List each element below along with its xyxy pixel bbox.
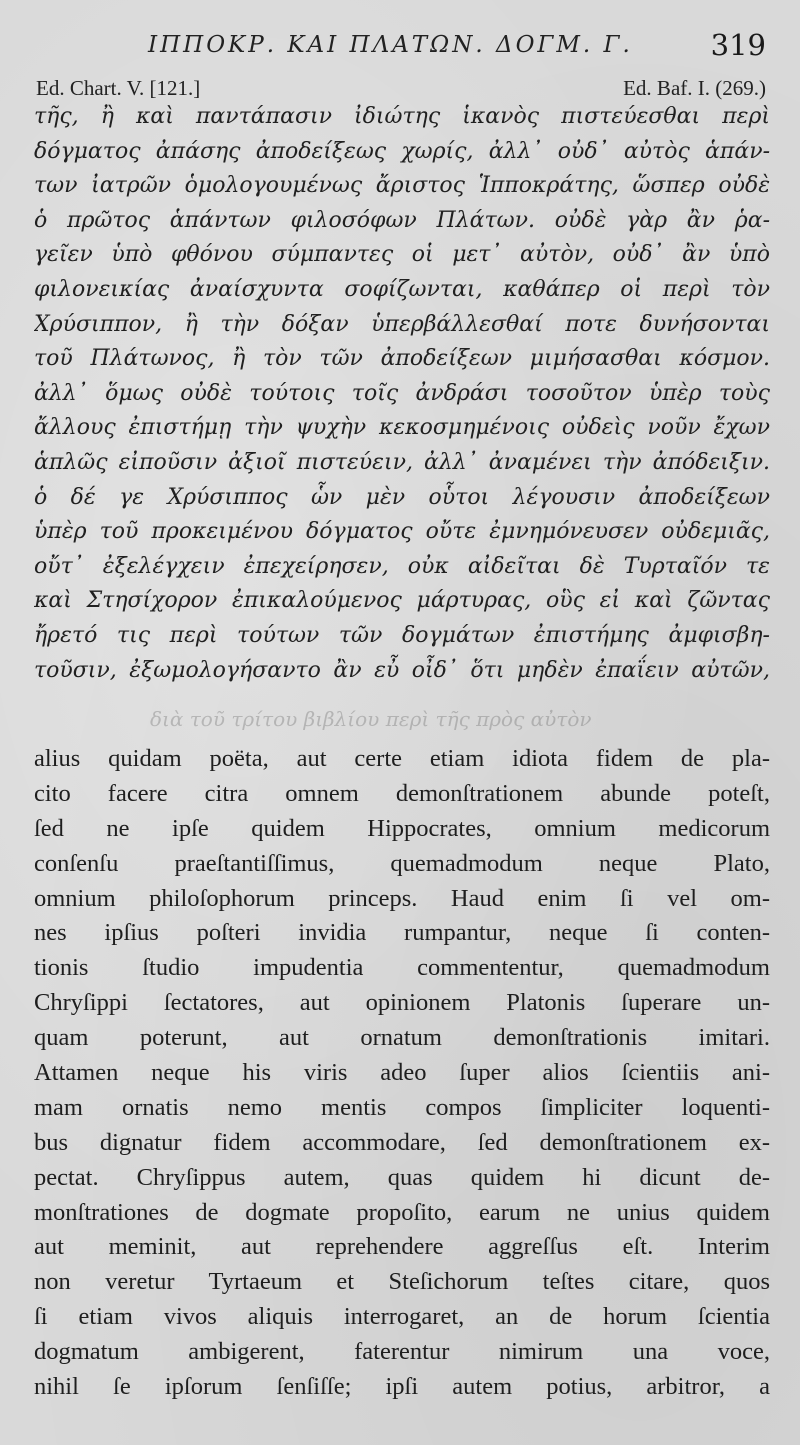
latin-line: nes ipſius poſteri invidia rumpantur, neque ſi conten- (34, 919, 770, 947)
greek-line: καὶ Στησίχορον ἐπικαλούμενος μάρτυρας, οὓς εἰ καὶ ζῶντας (34, 588, 770, 614)
greek-line: ὁ δέ γε Χρύσιππος ὧν μὲν οὗτοι λέγουσιν ἀποδείξεων (34, 484, 770, 510)
latin-line: mam ornatis nemo mentis compos ſimpliciter loquenti- (34, 1093, 770, 1121)
latin-line: non veretur Tyrtaeum et Steſichorum teſtes citare, quos (34, 1268, 770, 1296)
greek-line: τοῦ Πλάτωνος, ἢ τὸν τῶν ἀποδείξεων μιμήσασθαι κόσμον. (34, 346, 770, 372)
latin-line: aut meminit, aut reprehendere aggreſſus eſt. Interim (34, 1233, 770, 1261)
latin-line: ſi etiam vivos aliquis interrogaret, an de horum ſcientia (34, 1303, 770, 1331)
greek-line: δόγματος ἀπάσης ἀποδείξεως χωρίς, ἀλλ᾽ οὐδ᾽ αὐτὸς ἁπάν- (34, 138, 770, 164)
greek-line: τῆς, ἢ καὶ παντάπασιν ἰδιώτης ἱκανὸς πιστεύεσθαι περὶ (34, 104, 770, 129)
greek-line: τοῦσιν, ἐξωμολογήσαντο ἂν εὖ οἶδ᾽ ὅτι μηδὲν ἐπαΐειν αὐτῶν, (34, 657, 770, 683)
greek-text-block (34, 100, 770, 688)
latin-line: Chryſippi ſectatores, aut opinionem Platonis ſuperare un- (34, 989, 770, 1017)
greek-line: ἤρετό τις περὶ τούτων τῶν δογμάτων ἐπιστήμης ἀμφισβη- (34, 622, 770, 648)
latin-line: monſtrationes de dogmate propoſito, earum ne unius quidem (34, 1198, 770, 1226)
latin-line: Attamen neque his viris adeo ſuper alios ſcientiis ani- (34, 1059, 770, 1087)
edition-reference-left: Ed. Chart. V. [121.] (36, 76, 201, 100)
latin-line: tionis ſtudio impudentia commententur, quemadmodum (34, 954, 770, 982)
latin-line: omnium philoſophorum princeps. Haud enim ſi vel om- (34, 884, 770, 912)
greek-line: γεῖεν ὑπὸ φθόνου σύμπαντες οἱ μετ᾽ αὐτὸν, οὐδ᾽ ἂν ὑπὸ (34, 242, 770, 268)
greek-line: ὁ πρῶτος ἁπάντων φιλοσόφων Πλάτων. οὐδὲ γὰρ ἂν ῥα- (34, 207, 770, 233)
latin-line: ſed ne ipſe quidem Hippocrates, omnium medicorum (34, 814, 770, 842)
latin-line: dogmatum ambigerent, faterentur nimirum una voce, (34, 1338, 770, 1366)
greek-line: Χρύσιππον, ἢ τὴν δόξαν ὑπερβάλλεσθαί ποτε δυνήσονται (34, 311, 770, 337)
greek-line: ἀλλ᾽ ὅμως οὐδὲ τούτοις τοῖς ἀνδράσι τοσοῦτον ὑπὲρ τοὺς (34, 380, 770, 406)
greek-line: ἄλλους ἐπιστήμῃ τὴν ψυχὴν κεκοσμημένοις οὐδεὶς νοῦν ἔχων (34, 415, 770, 441)
latin-text-block (34, 742, 770, 1405)
latin-line: conſenſu praeſtantiſſimus, quemadmodum neque Plato, (34, 849, 770, 877)
latin-line: pectat. Chryſippus autem, quas quidem hi dicunt de- (34, 1163, 770, 1191)
page-number: 319 (710, 28, 766, 62)
running-head (0, 28, 800, 68)
greek-line: οὔτ᾽ ἐξελέγχειν ἐπεχείρησεν, οὐκ αἰδεῖται δὲ Τυρταῖόν τε (34, 553, 770, 579)
greek-line: ὑπὲρ τοῦ προκειμένου δόγματος οὔτε ἐμνημόνευσεν οὐδεμιᾶς, (34, 519, 770, 545)
latin-line: alius quidam poëta, aut certe etiam idiota fidem de pla- (34, 745, 770, 772)
latin-line: quam poterunt, aut ornatum demonſtrationis imitari. (34, 1024, 770, 1052)
latin-line: cito facere citra omnem demonſtrationem abunde poteſt, (34, 779, 770, 807)
running-title: ΙΠΠΟΚΡ. ΚΑΙ ΠΛΑΤΩΝ. ΔΟΓΜ. Γ. (148, 32, 633, 58)
edition-reference-right: Ed. Baf. I. (269.) (623, 76, 766, 100)
bleed-through-text: διὰ τοῦ τρίτου βιβλίου περὶ τῆς πρὸς αὐτὸν (150, 707, 592, 731)
greek-line: των ἰατρῶν ὁμολογουμένως ἄριστος Ἱπποκράτης, ὥσπερ οὐδὲ (34, 173, 770, 199)
latin-line: bus dignatur fidem accommodare, ſed demonſtrationem ex- (34, 1128, 770, 1156)
greek-line: φιλονεικίας ἀναίσχυντα σοφίζωνται, καθάπερ οἱ περὶ τὸν (34, 276, 770, 302)
latin-line: nihil ſe ipſorum ſenſiſſe; ipſi autem potius, arbitror, a (34, 1373, 770, 1401)
greek-line: ἁπλῶς εἰποῦσιν ἀξιοῖ πιστεύειν, ἀλλ᾽ ἀναμένει τὴν ἀπόδειξιν. (34, 449, 770, 475)
